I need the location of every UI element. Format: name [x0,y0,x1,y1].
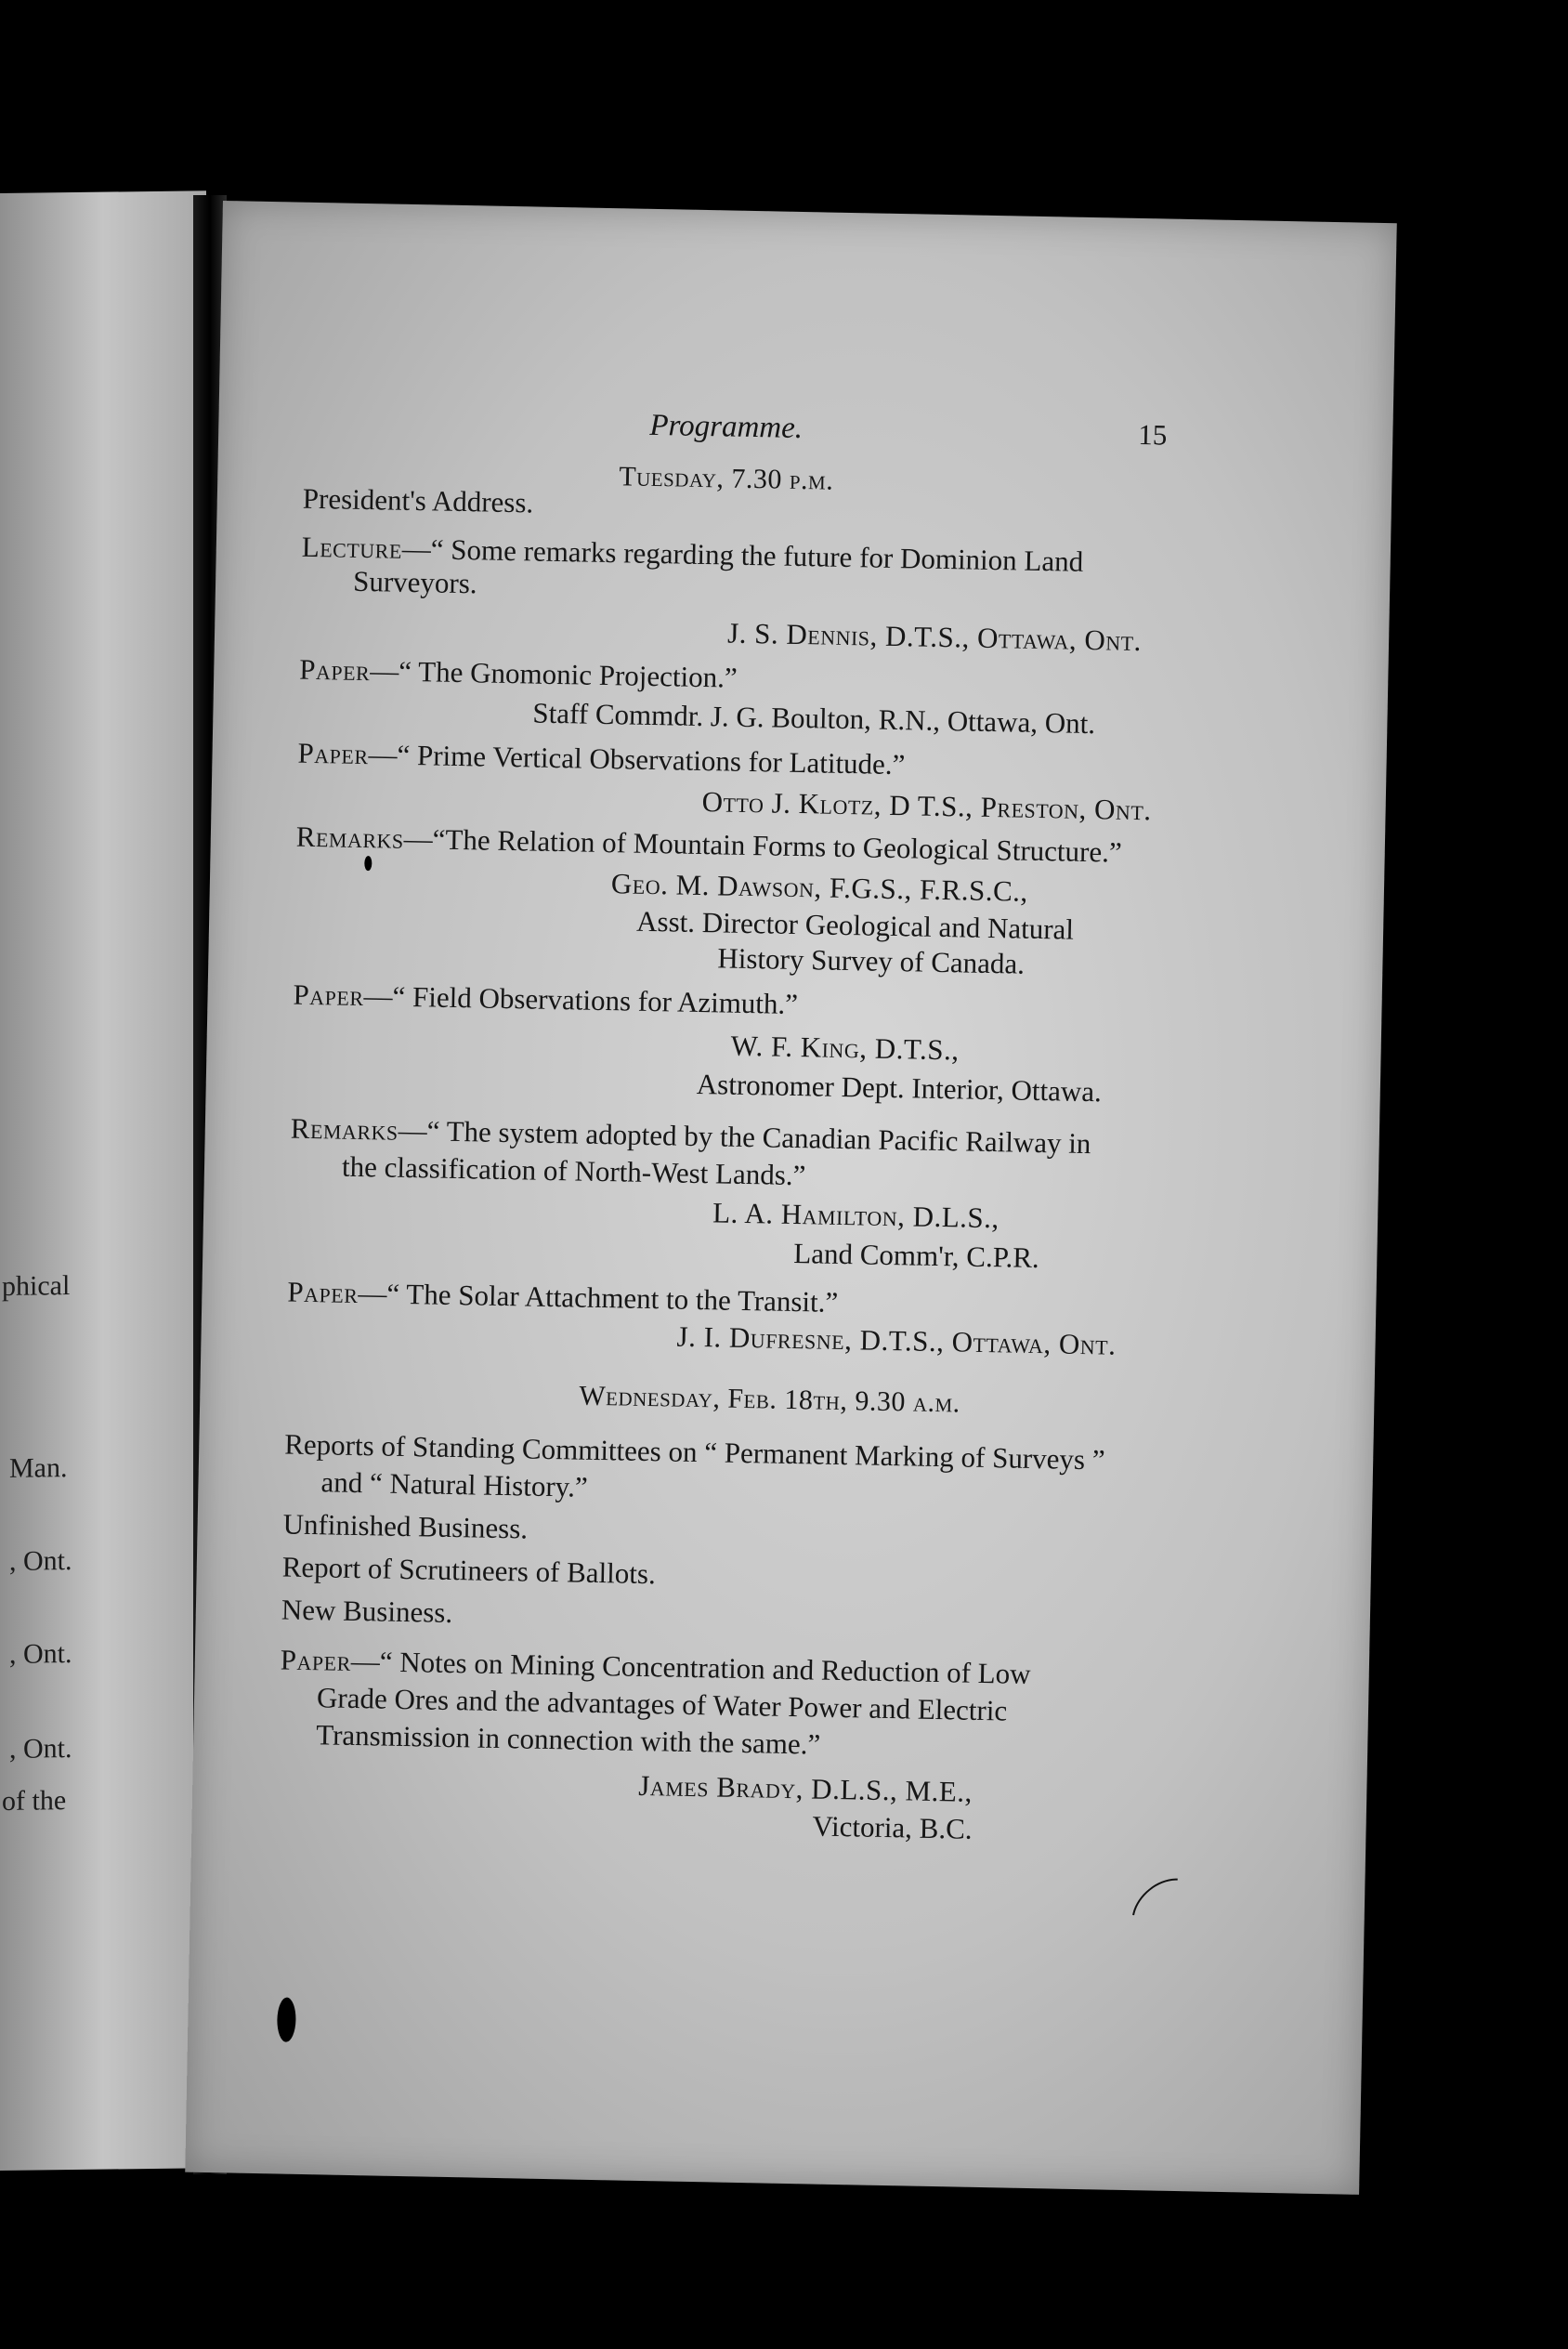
unfinished-business: Unfinished Business. [282,1507,529,1545]
facing-page-fragment: of the [2,1785,67,1817]
paper-prime-vertical-author: Otto J. Klotz, D T.S., Preston, Ont. [701,785,1152,827]
item-text: —“ The system adopted by the Canadian Pacific Railway in [398,1113,1091,1161]
paper-prime-vertical [297,736,906,783]
item-text: —“The Relation of Mountain Forms to Geological Structure.” [403,821,1123,869]
item-label: Paper [299,652,371,688]
programme-page [185,201,1397,2195]
paper-gnomonic [299,652,738,696]
item-text: —“ Prime Vertical Observations for Latitude.” [368,738,906,781]
facing-page-left [0,190,206,2171]
page-content [185,201,1397,2195]
facing-page-fragment: , Ont. [9,1733,72,1765]
page-number: 15 [1138,417,1168,452]
item-label: Paper [280,1643,352,1677]
remarks-cpr-affiliation: Land Comm'r, C.P.R. [793,1237,1040,1275]
item-text: —“ Notes on Mining Concentration and Reduction of Low [350,1644,1031,1690]
remarks-mountain-forms-affiliation-2: History Survey of Canada. [717,941,1026,980]
item-label: Remarks [295,820,405,855]
paper-azimuth-author: W. F. King, D.T.S., [730,1029,960,1067]
item-label: Remarks [290,1111,399,1147]
tuesday-heading: Tuesday, 7.30 p.m. [619,461,834,496]
wednesday-heading: Wednesday, Feb. 18th, 9.30 a.m. [579,1380,961,1419]
item-text: —“ The Solar Attachment to the Transit.” [358,1277,839,1319]
remarks-mountain-forms [296,820,1123,871]
paper-mining-affiliation: Victoria, B.C. [812,1809,973,1845]
paper-gnomonic-author: Staff Commdr. J. G. Boulton, R.N., Ottawa, Ont. [532,696,1096,741]
remarks-mountain-forms-author: Geo. M. Dawson, F.G.S., F.R.S.C., [610,867,1029,908]
lecture-author: J. S. Dennis, D.T.S., Ottawa, Ont. [726,616,1143,658]
president-address: President's Address. [302,481,534,519]
new-business: New Business. [281,1593,453,1630]
facing-page-fragment: Man. [9,1452,68,1484]
paper-azimuth-affiliation: Astronomer Dept. Interior, Ottawa. [696,1067,1103,1109]
item-text: —“ Field Observations for Azimuth.” [363,979,799,1021]
paper-mining-author: James Brady, D.L.S., M.E., [638,1768,973,1808]
facing-page-fragment: , Ont. [9,1545,72,1577]
remarks-cpr-author: L. A. Hamilton, D.L.S., [712,1196,1000,1235]
paper-solar-attachment-author: J. I. Dufresne, D.T.S., Ottawa, Ont. [676,1319,1117,1361]
item-label: Lecture [301,530,403,565]
remarks-cpr-line-2: the classification of North-West Lands.” [341,1149,806,1192]
facing-page-fragment: phical [2,1270,71,1302]
paper-mining-line-2: Grade Ores and the advantages of Water Power and Electric [316,1681,1008,1727]
pencil-mark [1118,1865,1217,1961]
paper-solar-attachment [287,1275,838,1320]
paper-mining-line-3: Transmission in connection with the same.” [315,1718,821,1761]
scrutineers-report: Report of Scrutineers of Ballots. [281,1550,657,1591]
reports-line-1: Reports of Standing Committees on “ Permanent Marking of Surveys ” [283,1427,1105,1476]
facing-page-fragment: , Ont. [9,1638,72,1670]
item-text: —“ Some remarks regarding the future for Dominion Land [401,531,1084,578]
ink-speck [364,856,372,871]
lecture-line-2: Surveyors. [352,564,477,600]
reports-line-2: and “ Natural History.” [320,1465,589,1503]
ink-blot [277,1997,296,2041]
paper-azimuth [293,978,798,1022]
item-label: Paper [297,736,369,771]
item-text: —“ The Gnomonic Projection.” [369,654,738,694]
running-title: Programme. [649,408,804,446]
remarks-mountain-forms-affiliation: Asst. Director Geological and Natural [635,904,1075,946]
item-label: Paper [293,978,364,1013]
item-label: Paper [287,1275,359,1310]
